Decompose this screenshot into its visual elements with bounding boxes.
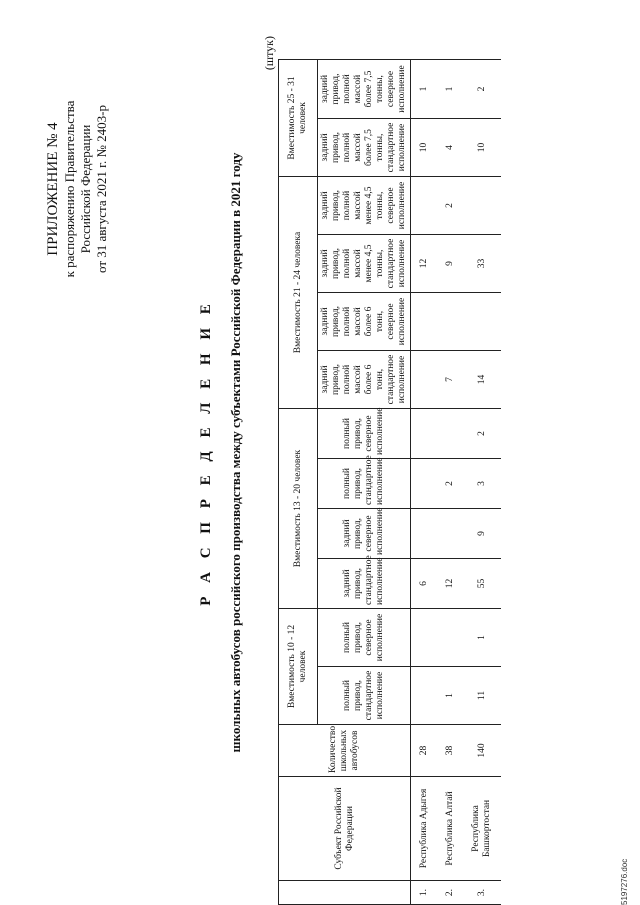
row-number: 3. bbox=[463, 881, 501, 905]
document-title: Р А С П Р Е Д Е Л Е Н И Е bbox=[198, 299, 214, 606]
table-cell bbox=[411, 459, 438, 509]
table-cell bbox=[437, 293, 463, 351]
row-number: 2. bbox=[437, 881, 463, 905]
header-group-10-12: Вместимость 10 - 12 человек bbox=[279, 609, 318, 725]
appendix-block bbox=[44, 64, 110, 314]
table-cell: 12 bbox=[411, 235, 438, 293]
subheader-cell: полный привод, стандартное исполнение bbox=[318, 667, 411, 725]
header-num bbox=[279, 881, 411, 905]
table-cell bbox=[411, 351, 438, 409]
table-cell: 10 bbox=[411, 119, 438, 177]
document-subtitle: школьных автобусов российского производства между субъектами Российской Федерации в 2021 году bbox=[228, 152, 243, 753]
header-group-21-24: Вместимость 21 - 24 человека bbox=[279, 177, 318, 409]
subheader-cell: задний привод, полной массой более 6 тонн, стандартное исполнение bbox=[318, 351, 411, 409]
table-cell bbox=[411, 667, 438, 725]
table-cell: 12 bbox=[437, 559, 463, 609]
table-cell bbox=[463, 293, 501, 351]
table-cell: 7 bbox=[437, 351, 463, 409]
file-reference: 5197276.doc bbox=[620, 858, 629, 905]
table-cell: 11 bbox=[463, 667, 501, 725]
subheader-cell: задний привод, полной массой более 7,5 тонны, стандартное исполнение bbox=[318, 119, 411, 177]
header-count: Количество школьных автобусов bbox=[279, 725, 411, 777]
table-cell: 1 bbox=[437, 60, 463, 119]
table-cell: 6 bbox=[411, 559, 438, 609]
row-subject: Республика Башкортостан bbox=[463, 777, 501, 881]
row-subject: Республика Алтай bbox=[437, 777, 463, 881]
table-cell bbox=[411, 509, 438, 559]
table-cell bbox=[463, 177, 501, 235]
units-label: (штук) bbox=[262, 36, 276, 71]
subheader-cell: полный привод, северное исполнение bbox=[318, 409, 411, 459]
subheader-cell: полный привод, северное исполнение bbox=[318, 609, 411, 667]
table-cell: 2 bbox=[463, 409, 501, 459]
distribution-table bbox=[278, 59, 501, 905]
appendix-line-2: к распоряжению Правительства bbox=[62, 100, 77, 278]
table-cell: 14 bbox=[463, 351, 501, 409]
table-cell: 9 bbox=[437, 235, 463, 293]
table-cell bbox=[437, 609, 463, 667]
appendix-number: ПРИЛОЖЕНИЕ № 4 bbox=[45, 122, 61, 256]
table-cell bbox=[437, 409, 463, 459]
table-cell: 10 bbox=[463, 119, 501, 177]
table-row bbox=[411, 60, 438, 905]
table-row bbox=[437, 60, 463, 905]
table-cell bbox=[411, 293, 438, 351]
table-cell: 9 bbox=[463, 509, 501, 559]
row-count: 28 bbox=[411, 725, 438, 777]
table-cell bbox=[437, 509, 463, 559]
table-cell bbox=[411, 609, 438, 667]
subheader-cell: задний привод, северное исполнение bbox=[318, 509, 411, 559]
table-cell: 2 bbox=[463, 60, 501, 119]
row-count: 38 bbox=[437, 725, 463, 777]
header-group-25-31: Вместимость 25 - 31 человек bbox=[279, 60, 318, 177]
table-cell: 3 bbox=[463, 459, 501, 509]
header-group-13-20: Вместимость 13 - 20 человек bbox=[279, 409, 318, 609]
subheader-cell: задний привод, полной массой менее 4,5 тонны, северное исполнение bbox=[318, 177, 411, 235]
row-number: 1. bbox=[411, 881, 438, 905]
subheader-cell: задний привод, стандартное исполнение bbox=[318, 559, 411, 609]
subheader-cell: задний привод, полной массой менее 4,5 тонны, стандартное исполнение bbox=[318, 235, 411, 293]
subheader-cell: полный привод, стандартное исполнение bbox=[318, 459, 411, 509]
table-cell: 2 bbox=[437, 459, 463, 509]
table-cell: 1 bbox=[411, 60, 438, 119]
subheader-cell: задний привод, полной массой более 7,5 тонны, северное исполнение bbox=[318, 60, 411, 119]
table-cell: 1 bbox=[463, 609, 501, 667]
table-cell: 1 bbox=[437, 667, 463, 725]
table-row bbox=[463, 60, 501, 905]
row-count: 140 bbox=[463, 725, 501, 777]
row-subject: Республика Адыгея bbox=[411, 777, 438, 881]
header-subject: Субъект Российской Федерации bbox=[279, 777, 411, 881]
subheader-cell: задний привод, полной массой более 6 тонн, северное исполнение bbox=[318, 293, 411, 351]
table-cell bbox=[411, 409, 438, 459]
appendix-date: от 31 августа 2021 г. № 2403-р bbox=[94, 105, 109, 273]
table-cell: 4 bbox=[437, 119, 463, 177]
table-cell: 55 bbox=[463, 559, 501, 609]
table-cell: 2 bbox=[437, 177, 463, 235]
table-cell bbox=[411, 177, 438, 235]
table-cell: 33 bbox=[463, 235, 501, 293]
appendix-line-3: Российской Федерации bbox=[78, 124, 93, 254]
